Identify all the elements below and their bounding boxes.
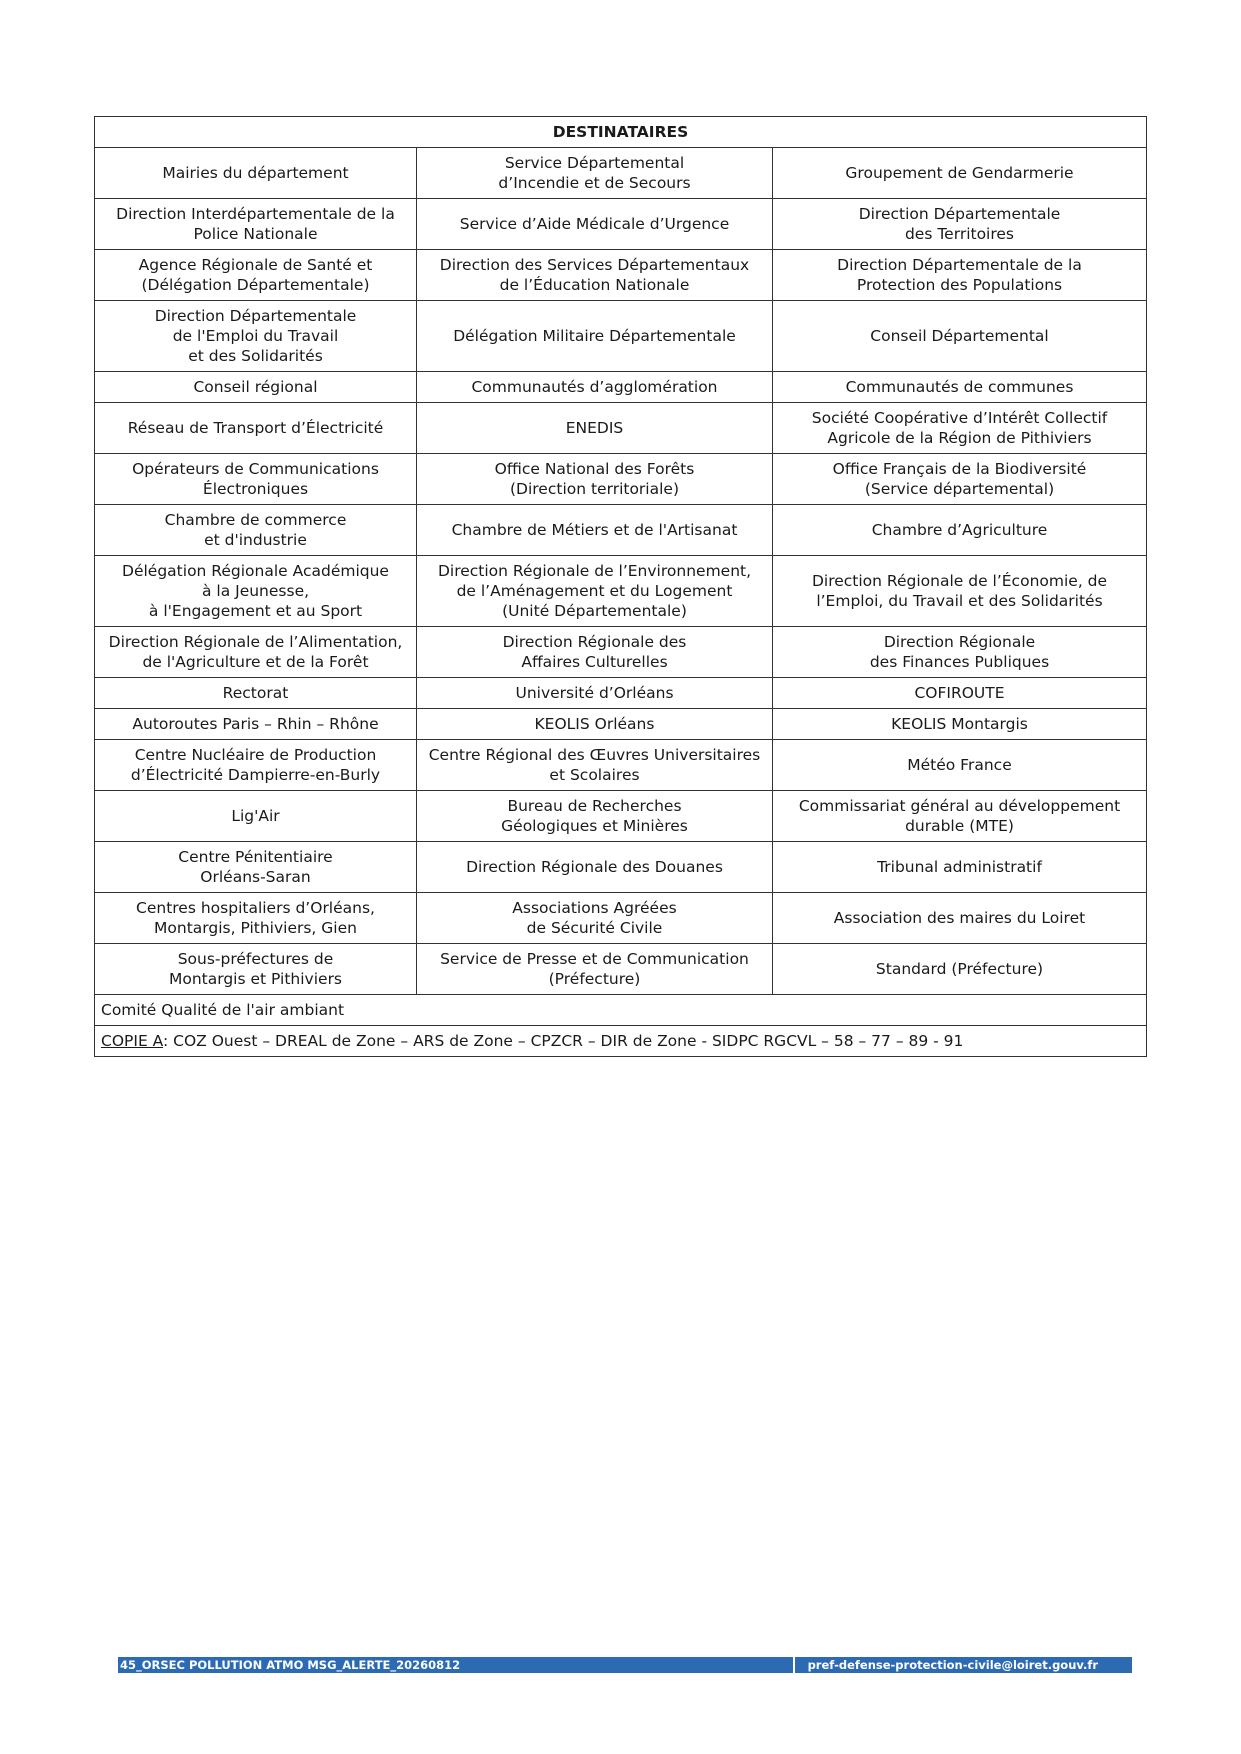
recipient-cell: Opérateurs de Communications Électroniques <box>95 454 417 505</box>
recipient-cell: KEOLIS Orléans <box>417 709 773 740</box>
recipient-cell: Université d’Orléans <box>417 678 773 709</box>
table-row <box>95 678 1147 709</box>
recipient-cell: Centres hospitaliers d’Orléans, Montargis, Pithiviers, Gien <box>95 893 417 944</box>
recipient-cell: Direction Départementale de l'Emploi du Travail et des Solidarités <box>95 301 417 372</box>
table-row <box>95 556 1147 627</box>
recipient-cell: Groupement de Gendarmerie <box>773 148 1147 199</box>
recipient-cell: Météo France <box>773 740 1147 791</box>
recipient-cell: Conseil régional <box>95 372 417 403</box>
recipient-cell: Direction Régionale de l’Environnement, de l’Aménagement et du Logement (Unité Départementale) <box>417 556 773 627</box>
recipient-cell: Direction Régionale des Finances Publiques <box>773 627 1147 678</box>
recipient-cell: Associations Agréées de Sécurité Civile <box>417 893 773 944</box>
recipient-cell: Direction Interdépartementale de la Police Nationale <box>95 199 417 250</box>
recipient-cell: Standard (Préfecture) <box>773 944 1147 995</box>
table-header-row <box>95 117 1147 148</box>
recipient-cell: Conseil Départemental <box>773 301 1147 372</box>
destinataires-table-body <box>95 117 1147 1057</box>
recipient-cell: Office Français de la Biodiversité (Service départemental) <box>773 454 1147 505</box>
recipient-cell: Service Départemental d’Incendie et de Secours <box>417 148 773 199</box>
table-row <box>95 403 1147 454</box>
recipient-cell: Commissariat général au développement durable (MTE) <box>773 791 1147 842</box>
recipient-cell: Rectorat <box>95 678 417 709</box>
recipient-cell: Tribunal administratif <box>773 842 1147 893</box>
table-row <box>95 791 1147 842</box>
recipient-cell: Mairies du département <box>95 148 417 199</box>
recipient-cell: Direction Régionale de l’Alimentation, de l'Agriculture et de la Forêt <box>95 627 417 678</box>
recipient-cell: Centre Nucléaire de Production d’Électricité Dampierre-en-Burly <box>95 740 417 791</box>
recipient-cell: Délégation Régionale Académique à la Jeunesse, à l'Engagement et au Sport <box>95 556 417 627</box>
recipient-cell: Direction Régionale de l’Économie, de l’Emploi, du Travail et des Solidarités <box>773 556 1147 627</box>
recipient-cell: Association des maires du Loiret <box>773 893 1147 944</box>
table-row <box>95 709 1147 740</box>
recipient-cell: Communautés de communes <box>773 372 1147 403</box>
copie-row <box>95 1026 1147 1057</box>
recipient-cell: Sous-préfectures de Montargis et Pithiviers <box>95 944 417 995</box>
copie-label: COPIE A <box>101 1032 163 1050</box>
table-row <box>95 454 1147 505</box>
recipient-cell: ENEDIS <box>417 403 773 454</box>
table-row <box>95 148 1147 199</box>
table-row <box>95 250 1147 301</box>
comite-qualite-cell: Comité Qualité de l'air ambiant <box>95 995 1147 1026</box>
recipient-cell: Centre Pénitentiaire Orléans-Saran <box>95 842 417 893</box>
recipient-cell: KEOLIS Montargis <box>773 709 1147 740</box>
table-row <box>95 740 1147 791</box>
table-row <box>95 301 1147 372</box>
table-row <box>95 893 1147 944</box>
contact-email: pref-defense-protection-civile@loiret.gouv.fr <box>807 1658 1098 1672</box>
recipient-cell: COFIROUTE <box>773 678 1147 709</box>
recipient-cell: Communautés d’agglomération <box>417 372 773 403</box>
recipient-cell: Office National des Forêts (Direction territoriale) <box>417 454 773 505</box>
footer-separator <box>793 1657 795 1673</box>
recipient-cell: Chambre de Métiers et de l'Artisanat <box>417 505 773 556</box>
destinataires-table <box>94 116 1147 1057</box>
recipient-cell: Chambre de commerce et d'industrie <box>95 505 417 556</box>
recipient-cell: Service de Presse et de Communication (Préfecture) <box>417 944 773 995</box>
table-row <box>95 627 1147 678</box>
table-row <box>95 944 1147 995</box>
copie-cell <box>95 1026 1147 1057</box>
recipient-cell: Délégation Militaire Départementale <box>417 301 773 372</box>
recipient-cell: Centre Régional des Œuvres Universitaires et Scolaires <box>417 740 773 791</box>
table-title: DESTINATAIRES <box>95 117 1147 148</box>
recipient-cell: Direction Départementale de la Protection des Populations <box>773 250 1147 301</box>
document-reference: 45_ORSEC POLLUTION ATMO MSG_ALERTE_20260812 <box>120 1658 461 1672</box>
recipient-cell: Autoroutes Paris – Rhin – Rhône <box>95 709 417 740</box>
recipient-cell: Direction des Services Départementaux de l’Éducation Nationale <box>417 250 773 301</box>
table-row <box>95 199 1147 250</box>
recipient-cell: Lig'Air <box>95 791 417 842</box>
table-row <box>95 505 1147 556</box>
recipient-cell: Direction Départementale des Territoires <box>773 199 1147 250</box>
table-row <box>95 842 1147 893</box>
recipient-cell: Société Coopérative d’Intérêt Collectif Agricole de la Région de Pithiviers <box>773 403 1147 454</box>
recipient-cell: Service d’Aide Médicale d’Urgence <box>417 199 773 250</box>
recipient-cell: Direction Régionale des Douanes <box>417 842 773 893</box>
recipient-cell: Direction Régionale des Affaires Culturelles <box>417 627 773 678</box>
table-row <box>95 372 1147 403</box>
recipient-cell: Réseau de Transport d’Électricité <box>95 403 417 454</box>
footer-bar <box>118 1657 1132 1673</box>
table-row <box>95 995 1147 1026</box>
recipient-cell: Bureau de Recherches Géologiques et Minières <box>417 791 773 842</box>
copie-recipients: : COZ Ouest – DREAL de Zone – ARS de Zone – CPZCR – DIR de Zone - SIDPC RGCVL – 58 – 77 – 89 - 91 <box>163 1032 964 1050</box>
recipient-cell: Agence Régionale de Santé et (Délégation Départementale) <box>95 250 417 301</box>
recipient-cell: Chambre d’Agriculture <box>773 505 1147 556</box>
